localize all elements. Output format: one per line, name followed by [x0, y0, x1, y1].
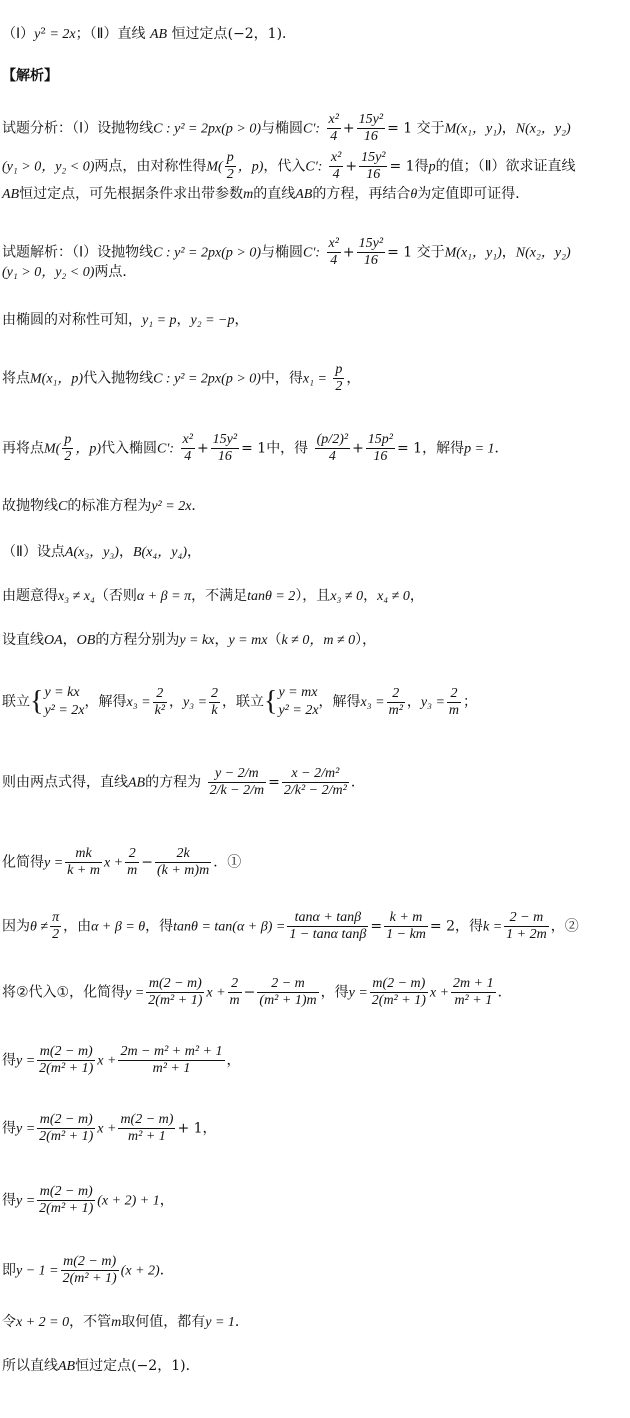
solution-line-17: 得y = $\frac{m(2 - m)}{\text{2(m² + 1)}}$ (x + 2) + 1，: [2, 1184, 174, 1216]
solution-line-12: 化简得y = $\frac{mk}{k + m}$ x + $\frac{2}{m}$ − $\frac{2k}{(k + m)m}$ ．①: [2, 846, 242, 878]
analysis-line-1: 试题分析：（Ⅰ）设抛物线C : y² = 2px(p > 0)与椭圆C′: $\frac{\text{x²}}{4}$ + $\frac{\text{15y²}}{16}$ = 1 交于M(x₁，y₁)，N(x₂，y₂): [2, 112, 571, 144]
solution-line-2: (y₁ > 0，y₂ < 0)两点．: [2, 264, 137, 280]
solution-line-14: 将②代入①，化简得y = $\frac{m(2 - m)}{\text{2(m² + 1)}}$ x + $\frac{2}{m}$ − $\frac{2 - m}{\text{(m² + 1)m}}$ ，得y = $\frac{m(2 - m)}{\text{2(m² + 1)}}$ x + $\frac{2m + 1}{\text{m² + 1}}$ ．: [2, 976, 512, 1008]
solution-line-18: 即y − 1 = $\frac{m(2 - m)}{\text{2(m² + 1)}}$ (x + 2)．: [2, 1254, 174, 1286]
solution-line-3: 由椭圆的对称性可知，y₁ = p，y₂ = −p，: [2, 312, 249, 328]
solution-line-16: 得y = $\frac{m(2 - m)}{\text{2(m² + 1)}}$ x + $\frac{m(2 - m)}{\text{m² + 1}}$ + 1，: [2, 1112, 217, 1144]
answer-summary: （Ⅰ）y² = 2x；（Ⅱ）直线 AB 恒过定点(−2，1)．: [2, 26, 297, 42]
solution-line-19: 令x + 2 = 0，不管m取何值，都有y = 1．: [2, 1314, 249, 1330]
solution-line-1: 试题解析：（Ⅰ）设抛物线C : y² = 2px(p > 0)与椭圆C′: $\frac{\text{x²}}{4}$ + $\frac{\text{15y²}}{16}$ = 1 交于M(x₁，y₁)，N(x₂，y₂): [2, 236, 571, 268]
solution-line-15: 得y = $\frac{m(2 - m)}{\text{2(m² + 1)}}$ x + $\frac{\text{2m − m² + m² + 1}}{\text{m² + 1}}$ ，: [2, 1044, 241, 1076]
solution-line-9: 设直线OA，OB的方程分别为y = kx，y = mx（k ≠ 0，m ≠ 0），: [2, 632, 377, 648]
analysis-line-3: AB恒过定点，可先根据条件求出带参数m的直线AB的方程，再结合θ为定值即可证得．: [2, 186, 530, 202]
solution-conclusion: 所以直线AB恒过定点(−2，1)．: [2, 1358, 200, 1374]
solution-line-8: 由题意得x₃ ≠ x₄（否则α + β = π，不满足tanθ = 2），且x₃ ≠ 0，x₄ ≠ 0，: [2, 588, 424, 604]
analysis-line-2: (y₁ > 0，y₂ < 0)两点，由对称性得M( $\frac{p}{2}$ ，p)，代入C′: $\frac{\text{x²}}{4}$ + $\frac{\text{15y²}}{16}$ = 1得p的值；（Ⅱ）欲求证直线: [2, 150, 576, 182]
solution-line-5: 再将点M( $\frac{p}{2}$ ，p)代入椭圆C′: $\frac{\text{x²}}{4}$ + $\frac{\text{15y²}}{16}$ = 1中，得 $\frac{\text{(p/2)²}}{4}$ + $\frac{\text{15p²}}{16}$ = 1，解得p = 1．: [2, 432, 509, 464]
solution-line-7: （Ⅱ）设点A(x₃，y₃)，B(x₄，y₄)，: [2, 544, 201, 560]
solution-line-13: 因为θ ≠ $\frac{\pi}{2}$ ，由α + β = θ，得tanθ = tan(α + β) = $\frac{\tan\alpha + \tan\beta}{\text{1 − tanα tanβ}}$ = $\frac{k + m}{1 - km}$ = 2，得k = $\frac{2 - m}{1 + 2m}$ ，②: [2, 910, 579, 942]
analysis-heading: 【解析】: [2, 68, 58, 84]
solution-line-4: 将点M(x₁，p)代入抛物线C : y² = 2px(p > 0)中，得x₁ = $\frac{p}{2}$ ，: [2, 362, 361, 394]
solution-line-10: 联立{ y = kx y² = 2x ，解得x₃ = $\frac{2}{\text{k²}}$ ，y₃ = $\frac{2}{k}$ ，联立{ y = mx y² = 2x ，解得x₃ = $\frac{2}{\text{m²}}$ ，y₃ = $\frac{2}{m}$ ；: [2, 685, 478, 718]
solution-line-6: 故抛物线C的标准方程为y² = 2x．: [2, 498, 206, 514]
solution-line-11: 则由两点式得，直线AB的方程为 $\frac{y - 2/m}{2/k - 2/m}$ = $\frac{\text{x − 2/m²}}{\text{2/k² − 2/m²}}$ ．: [2, 766, 365, 798]
